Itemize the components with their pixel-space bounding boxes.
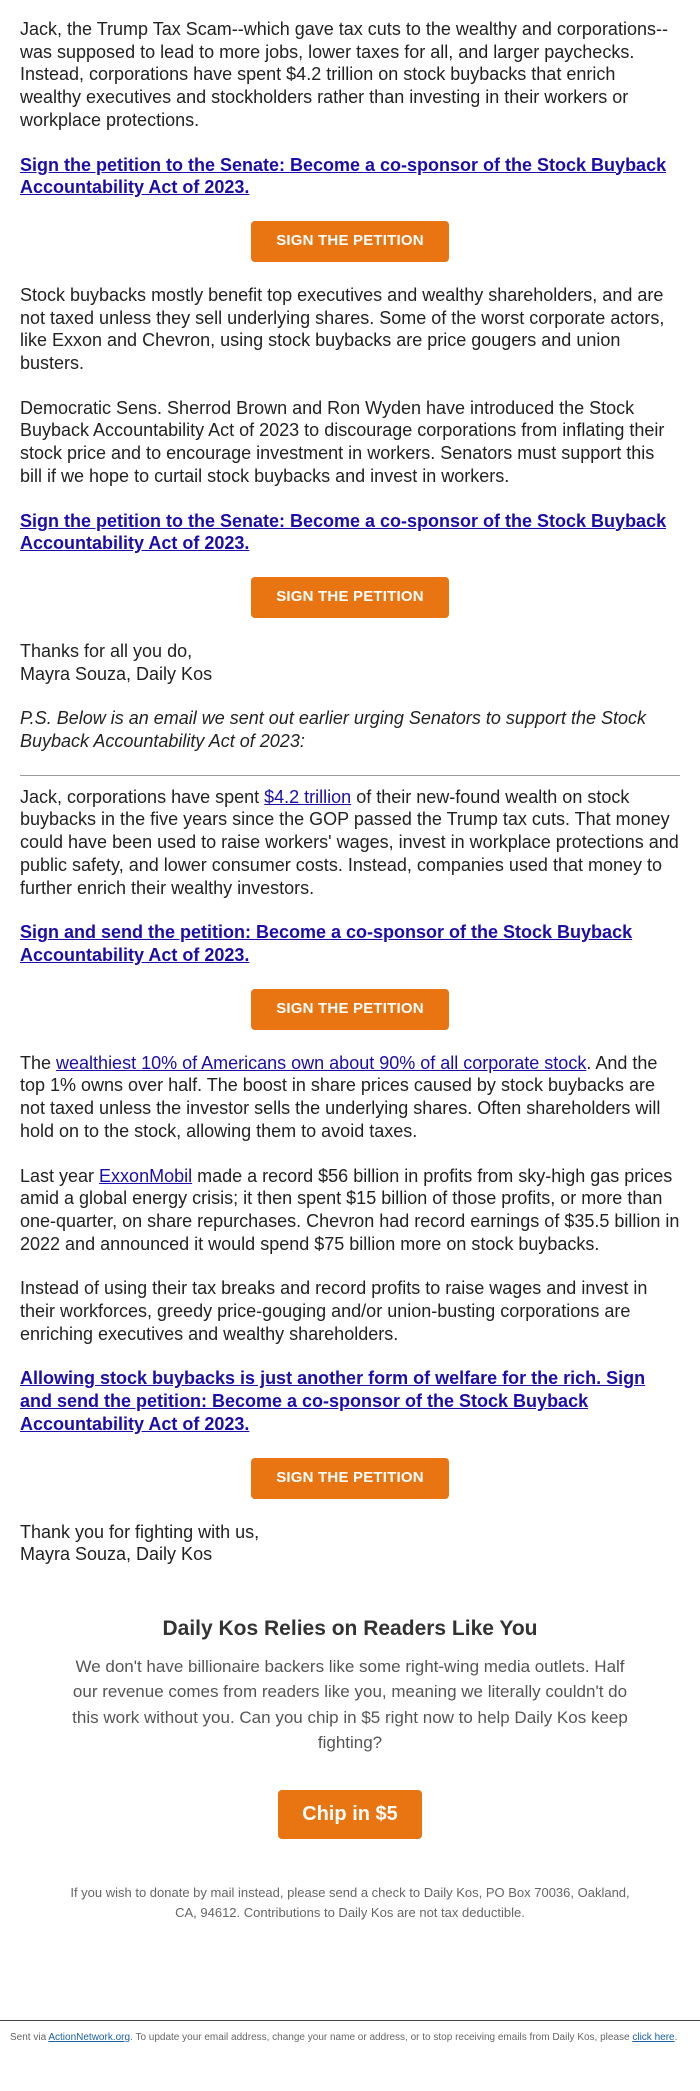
email-footer <box>0 2020 700 2044</box>
sign-petition-button-4[interactable]: SIGN THE PETITION <box>251 1458 449 1499</box>
footer-text: . To update your email address, change your name or address, or to stop receiving emails from Daily Kos, please <box>130 2032 633 2043</box>
sign-petition-button-2[interactable]: SIGN THE PETITION <box>251 577 449 618</box>
sign-petition-button-3[interactable]: SIGN THE PETITION <box>251 989 449 1030</box>
earlier-p1-pre: Jack, corporations have spent <box>20 786 265 807</box>
exxonmobil-link[interactable]: ExxonMobil <box>99 1165 193 1186</box>
actionnetwork-link[interactable]: ActionNetwork.org <box>48 2032 131 2043</box>
buybacks-paragraph: Stock buybacks mostly benefit top executives and wealthy shareholders, and are not taxed unless they sell underlying shares. Some of the worst corporate actors, like Exxon and Chevron, using stock buybacks are price gougers and union busters. <box>20 284 665 374</box>
earlier-p3-post: made a record $56 billion in profits from sky-high gas prices amid a global energy crisis; it then spent $15 billion of those profits, or more than one-quarter, on share repurchases. Chevron had record earnings of $35.5 billion in 2022 and announced it would spend $75 billion more on stock buybacks. <box>20 1165 680 1254</box>
signoff-2-name: Mayra Souza, Daily Kos <box>20 1544 213 1565</box>
sign-petition-button-1[interactable]: SIGN THE PETITION <box>251 221 449 262</box>
donation-description: We don't have billionaire backers like some right-wing media outlets. Half our revenue comes from readers like you, meaning we literally couldn't do this work without you. Can you chip in $5 right now to help Daily Kos keep fighting? <box>72 1656 628 1753</box>
donation-section <box>0 1588 700 1923</box>
senators-paragraph: Democratic Sens. Sherrod Brown and Ron Wyden have introduced the Stock Buyback Accountability Act of 2023 to discourage corporations from inflating their stock price and to encourage investment in workers. Senators must support this bill if we hope to curtail stock buybacks and invest in workers. <box>20 397 665 486</box>
signoff-2-thanks: Thank you for fighting with us, <box>20 1521 260 1542</box>
petition-button-wrap-4 <box>20 1458 680 1499</box>
signoff-1 <box>20 640 680 685</box>
footer-end: . <box>674 2032 678 2043</box>
section-divider <box>20 775 680 776</box>
petition-button-wrap-3 <box>20 989 680 1030</box>
earlier-p3-pre: Last year <box>20 1165 100 1186</box>
donate-by-mail-note: If you wish to donate by mail instead, please send a check to Daily Kos, PO Box 70036, Oakland, CA, 94612. Contributions to Daily Kos are not tax deductible. <box>70 1884 630 1920</box>
intro-paragraph: Jack, the Trump Tax Scam--which gave tax cuts to the wealthy and corporations--was supposed to lead to more jobs, lower taxes for all, and larger paychecks. Instead, corporations have spent $4.2 trillion on stock buybacks that enrich wealthy executives and stockholders rather than investing in their workers or workplace protections. <box>20 19 668 130</box>
ps-note: P.S. Below is an email we sent out earlier urging Senators to support the Stock Buyback Accountability Act of 2023: <box>20 708 647 752</box>
trillion-link[interactable]: $4.2 trillion <box>264 786 352 807</box>
earlier-paragraph-4: Instead of using their tax breaks and record profits to raise wages and invest in their workforces, greedy price-gouging and/or union-busting corporations are enriching executives and wealthy shareholders. <box>20 1278 648 1344</box>
petition-link-senate-2[interactable]: Sign the petition to the Senate: Become a co-sponsor of the Stock Buyback Accountability Act of 2023. <box>20 510 667 554</box>
footer-sent-via: Sent via <box>10 2032 49 2043</box>
unsubscribe-link[interactable]: click here <box>632 2032 675 2043</box>
petition-link-senate-1[interactable]: Sign the petition to the Senate: Become a co-sponsor of the Stock Buyback Accountability Act of 2023. <box>20 154 667 198</box>
signoff-2 <box>20 1521 680 1566</box>
earlier-p2-pre: The <box>20 1052 57 1073</box>
signoff-1-thanks: Thanks for all you do, <box>20 640 193 661</box>
petition-link-welfare[interactable]: Allowing stock buybacks is just another form of welfare for the rich. Sign and send the petition: Become a co-sponsor of the Stock Buyback Accountability Act of 2023. <box>20 1368 646 1434</box>
petition-link-send[interactable]: Sign and send the petition: Become a co-sponsor of the Stock Buyback Accountability Act of 2023. <box>20 922 633 965</box>
wealthiest-link[interactable]: wealthiest 10% of Americans own about 90% of all corporate stock <box>56 1052 587 1073</box>
petition-button-wrap-2 <box>20 577 680 618</box>
earlier-p1-post: of their new-found wealth on stock buybacks in the five years since the GOP passed the Trump tax cuts. That money could have been used to raise workers' wages, invest in workplace protections and public safety, and lower consumer costs. Instead, companies used that money to further enrich their wealthy investors. <box>20 786 679 898</box>
earlier-paragraph-1 <box>20 786 680 900</box>
earlier-paragraph-3 <box>20 1165 680 1256</box>
donation-title: Daily Kos Relies on Readers Like You <box>162 1616 538 1640</box>
earlier-p2-post: . And the top 1% owns over half. The boost in share prices caused by stock buybacks are not taxed unless the investor sells the underlying shares. Often shareholders will hold on to the stock, allowing them to avoid taxes. <box>20 1052 661 1141</box>
earlier-paragraph-2 <box>20 1052 680 1143</box>
signoff-1-name: Mayra Souza, Daily Kos <box>20 663 213 684</box>
petition-button-wrap-1 <box>20 221 680 262</box>
chip-in-button[interactable]: Chip in $5 <box>278 1790 422 1839</box>
